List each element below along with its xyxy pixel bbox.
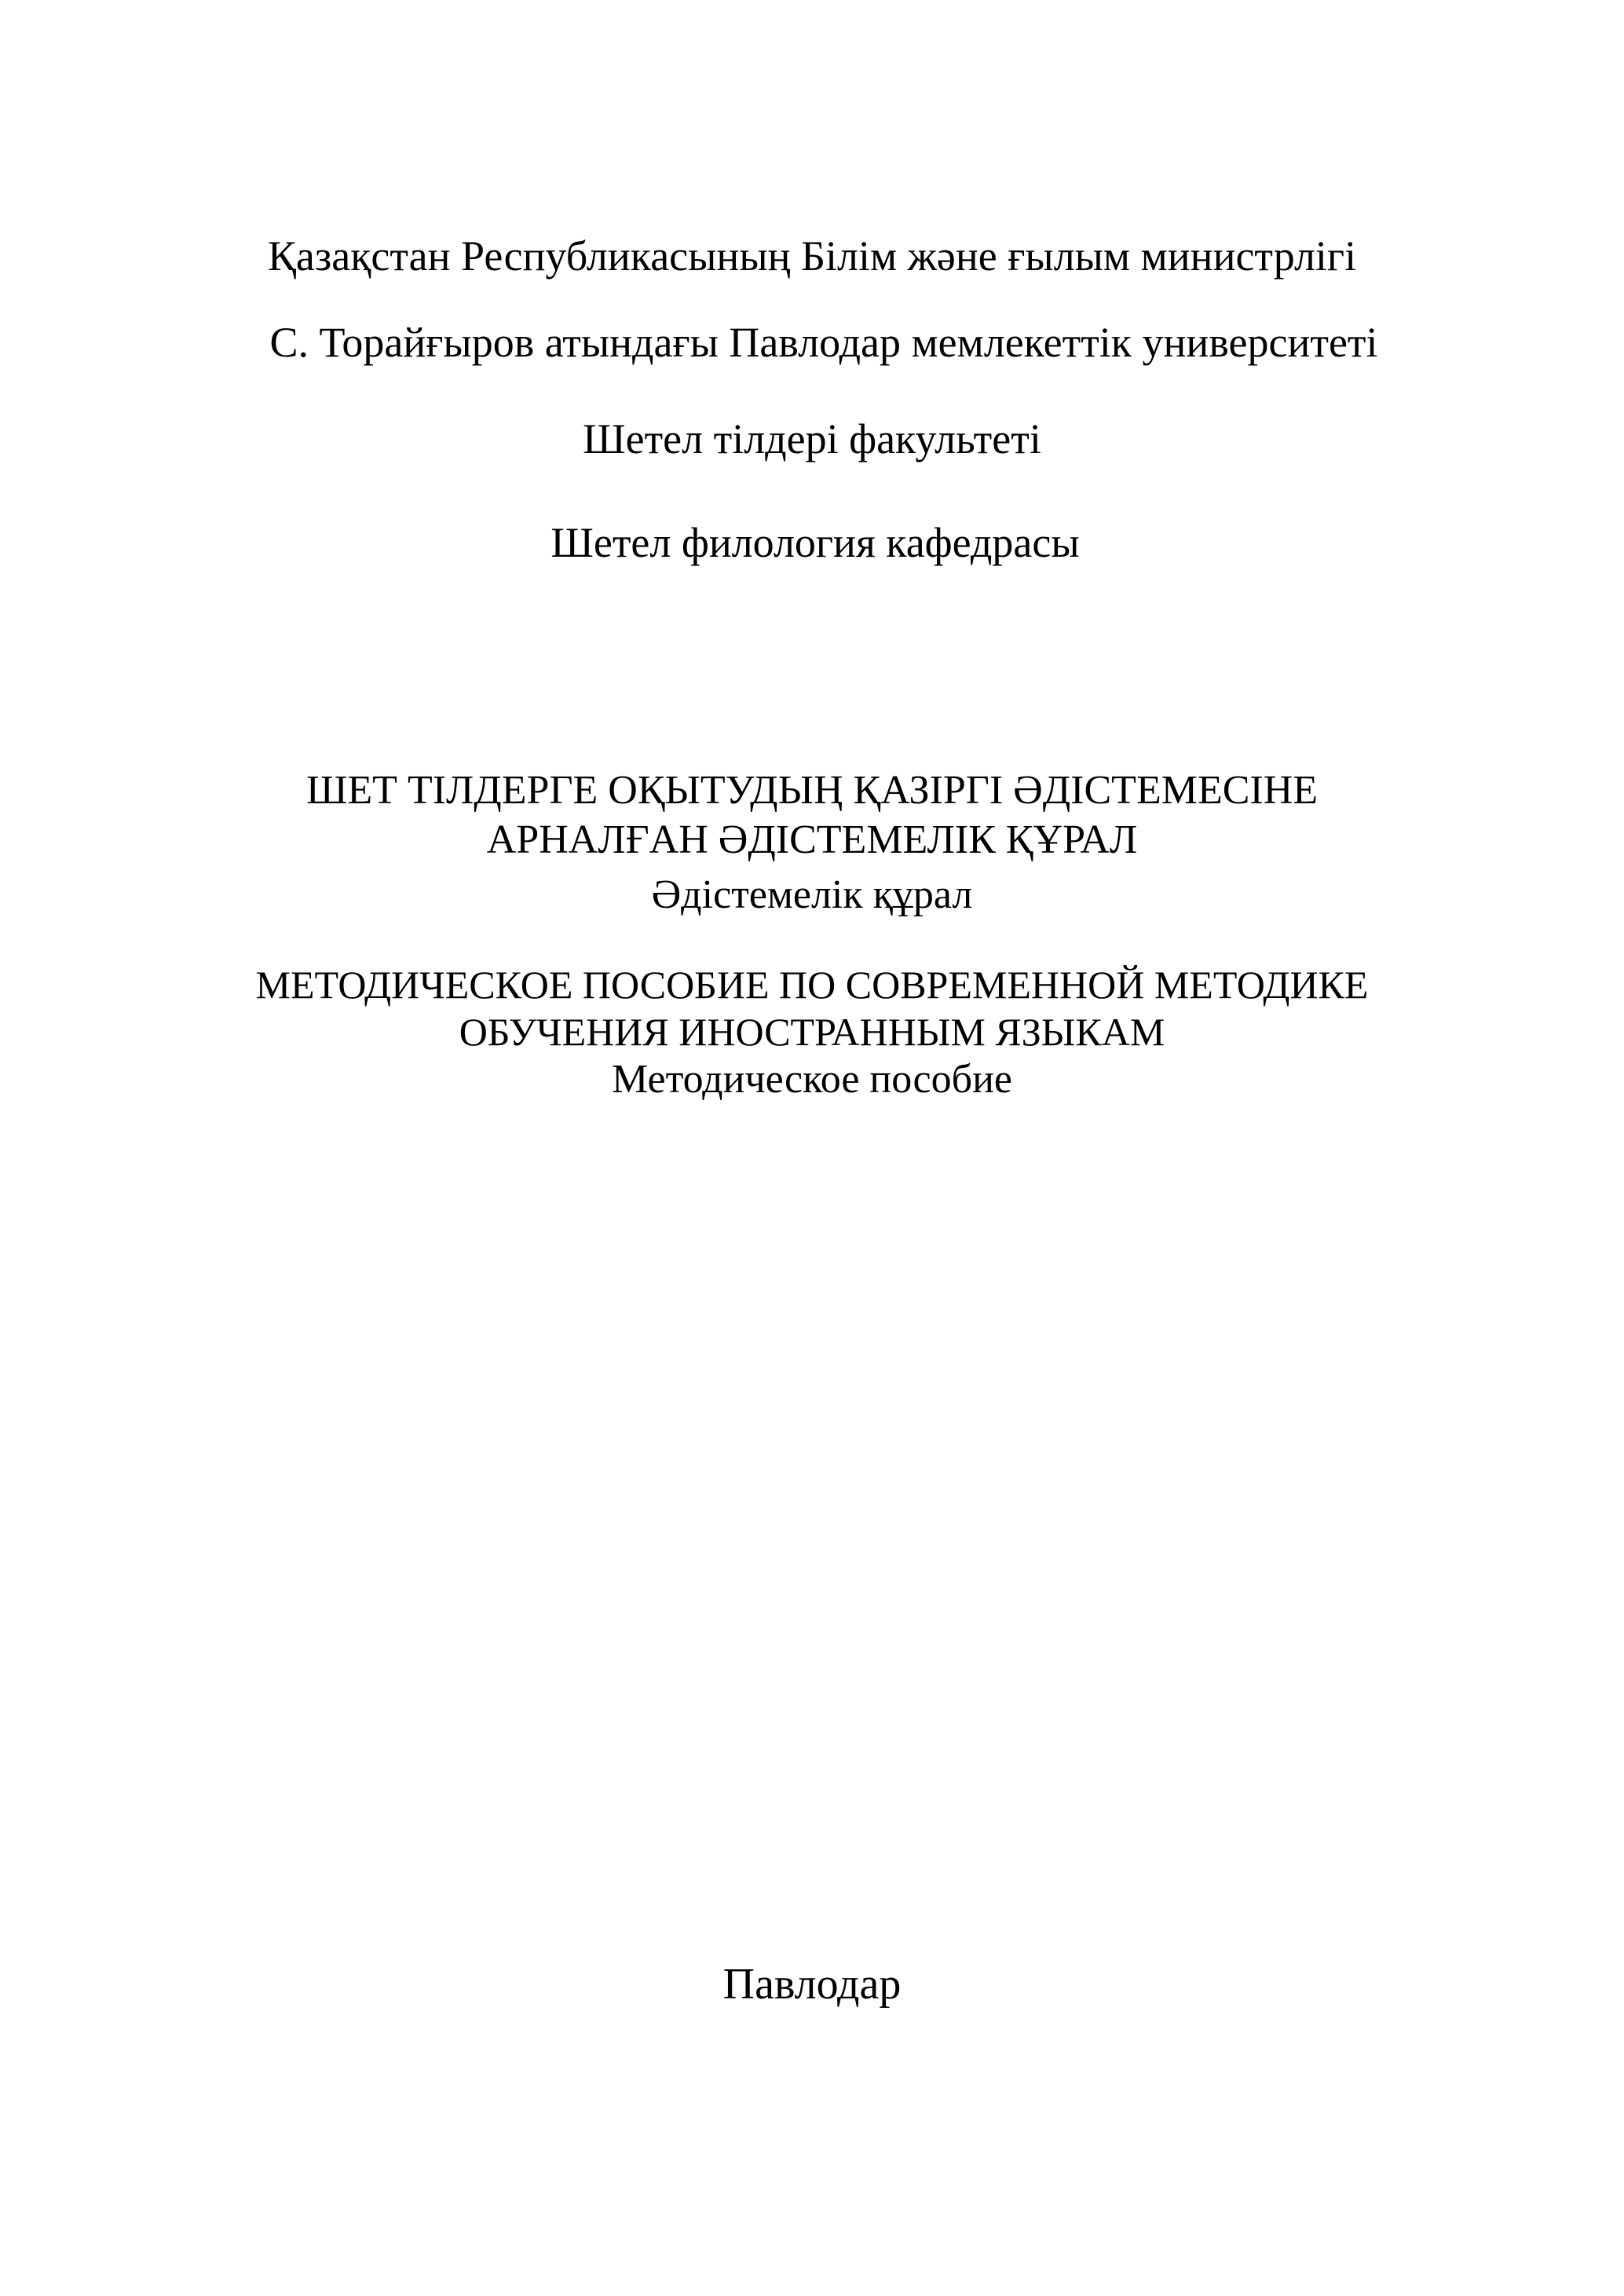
- russian-title-line-2: ОБУЧЕНИЯ ИНОСТРАННЫМ ЯЗЫКАМ: [459, 1010, 1165, 1054]
- department-name: Шетел филология кафедрасы: [550, 519, 1080, 566]
- kazakh-title-line-2: АРНАЛҒАН ӘДІСТЕМЕЛІК ҚҰРАЛ: [486, 817, 1138, 862]
- russian-title-line-1: МЕТОДИЧЕСКОЕ ПОСОБИЕ ПО СОВРЕМЕННОЙ МЕТОДИКЕ: [255, 963, 1369, 1007]
- university-name: С. Торайғыров атындағы Павлодар мемлекеттік университеті: [269, 319, 1378, 366]
- ministry-name: Қазақстан Республикасының Білім және ғылым министрлігі: [267, 232, 1357, 280]
- publication-city: Павлодар: [722, 1960, 902, 2009]
- russian-subtitle: Методическое пособие: [612, 1057, 1012, 1102]
- kazakh-title-line-1: ШЕТ ТІЛДЕРГЕ ОҚЫТУДЫҢ ҚАЗІРГІ ӘДІСТЕМЕСІНЕ: [305, 768, 1319, 813]
- kazakh-subtitle: Әдістемелік құрал: [651, 872, 973, 917]
- faculty-name: Шетел тілдері факультеті: [583, 415, 1041, 462]
